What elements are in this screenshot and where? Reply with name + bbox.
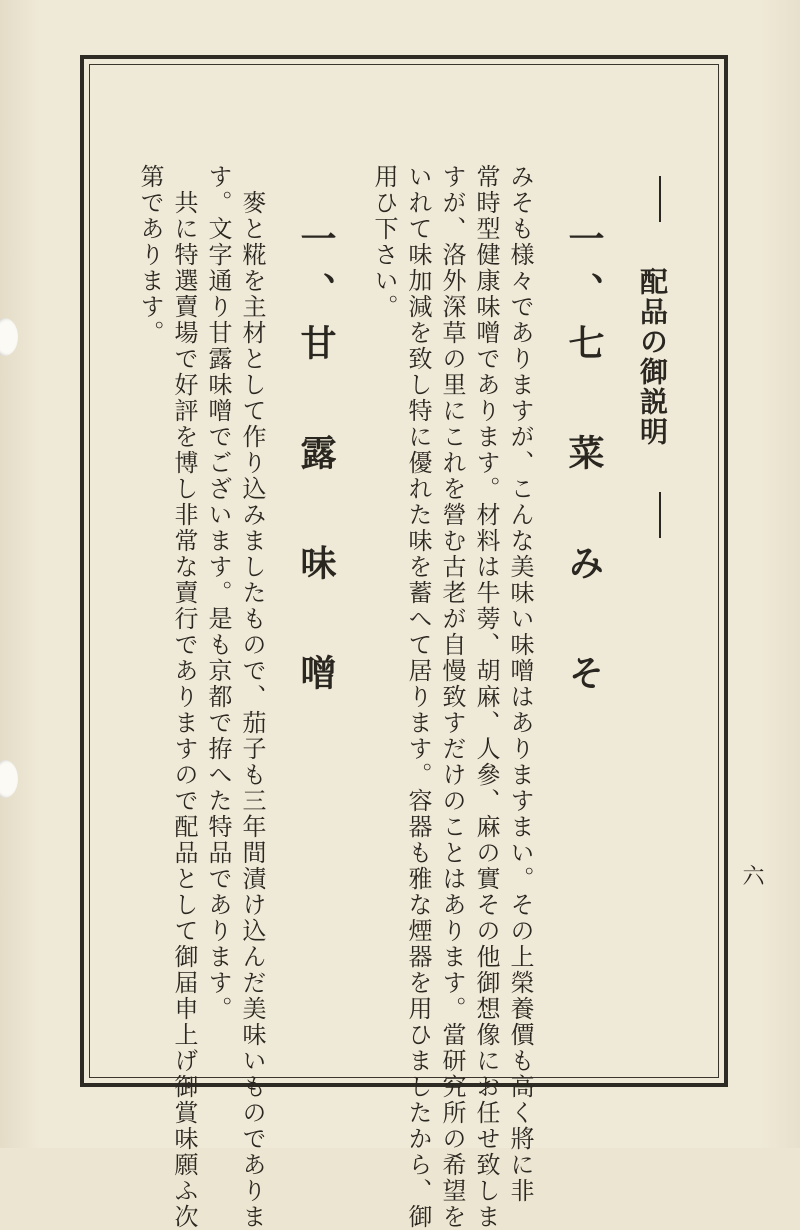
title-rule-bottom [659, 492, 661, 538]
item-heading-kanro-miso: 一、甘 露 味 噌 [295, 220, 337, 706]
binder-hole-bottom [0, 760, 18, 798]
body-line: いれて味加減を致し特に優れた味を蓄へて居ります。容器も雅な煙器を用ひましたから、御 [404, 164, 432, 1230]
section-title: 配品の御説明 [636, 267, 669, 447]
item-heading-nanasai-miso: 一、七 菜 み そ [563, 220, 605, 706]
title-rule-top [659, 176, 661, 222]
binder-hole-top [0, 318, 18, 356]
body-line: す。文字通り甘露味噌でございます。是も京都で拵へた特品であります。 [204, 164, 232, 1022]
body-line: みそも様々でありますが、こんな美味い味噌はありますまい。その上榮養價も高く將に非 [506, 164, 534, 1204]
body-line: 麥と糀を主材として作り込みましたもので、茄子も三年間漬け込んだ美味いものでありま [238, 190, 266, 1230]
page-number: 六 [739, 864, 764, 886]
body-line: 共に特選賣場で好評を博し非常な賣行でありますので配品として御届申上げ御賞味願ふ次 [170, 190, 198, 1230]
body-line: すが、洛外深草の里にこれを營む古老が自慢致すだけのことはあります。當研究所の希望を [438, 164, 466, 1230]
body-line: 常時型健康味噌であります。材料は牛蒡、胡麻、人參、麻の實その他御想像にお任せ致しま [472, 164, 500, 1230]
body-line: 用ひ下さい。 [370, 164, 398, 320]
section-title-group [636, 176, 669, 538]
body-line: 第であります。 [136, 164, 164, 346]
